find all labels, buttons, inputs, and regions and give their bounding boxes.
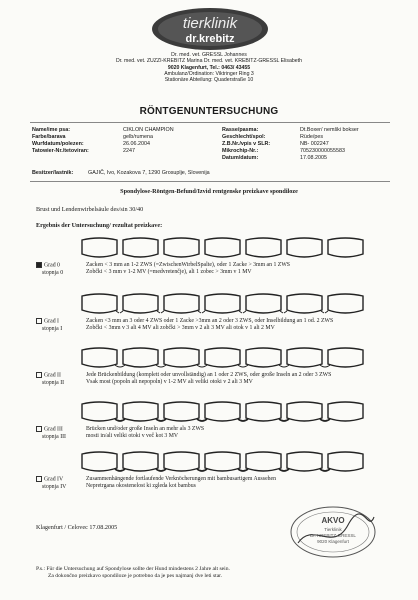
clinic-phone: 9020 Klagenfurt, Tel.: 0463/ 43455 bbox=[167, 64, 251, 71]
vertebra bbox=[246, 452, 281, 471]
osteophyte bbox=[279, 419, 289, 421]
osteophyte bbox=[157, 311, 164, 313]
vertebra bbox=[123, 402, 158, 421]
vertebra bbox=[328, 348, 363, 367]
clinic-stamp bbox=[288, 503, 378, 561]
vertebra bbox=[82, 294, 117, 313]
name-label: Name/ime psa: bbox=[32, 127, 71, 133]
grade-name-slo: stopnja III bbox=[42, 433, 66, 440]
vertebra bbox=[246, 294, 281, 313]
owner-value: GAJIČ, Ivo, Kozakova 7, 1290 Grosuplje, Slovenija bbox=[88, 170, 210, 176]
date-value: 17.08.2005 bbox=[300, 155, 327, 161]
osteophyte bbox=[280, 311, 287, 313]
vertebra bbox=[287, 452, 322, 471]
breed-value: Dt.Boxer/ nemški bokser bbox=[300, 127, 359, 133]
grade-name: Grad III bbox=[44, 426, 63, 433]
section-title: Spondylose-Röntgen-Befund/Izvid rentgenske preizkave spondiloze bbox=[120, 188, 298, 195]
region-text: Brust und Lendenwirbelsäule des/sin 30/40 bbox=[36, 206, 144, 213]
osteophyte bbox=[320, 365, 330, 367]
osteophyte bbox=[156, 419, 166, 421]
vertebrae-diagram bbox=[80, 236, 372, 260]
osteophyte bbox=[156, 365, 166, 367]
stamp-line1: AKVO bbox=[321, 516, 345, 525]
osteophyte bbox=[239, 311, 246, 313]
osteophyte bbox=[115, 365, 125, 367]
grade-text-slo: Nepretrgana okostenelost ki zgleda kot bambus bbox=[86, 483, 196, 490]
grade-text-de: Jede Brückenbildung (komplett oder unvollständig) an 1 oder 2 ZWS, oder große Inseln an 2 oder 3 ZWS bbox=[86, 372, 332, 378]
vertebrae-diagram bbox=[80, 450, 372, 474]
vertebra bbox=[123, 238, 158, 257]
vertebra bbox=[287, 348, 322, 367]
place-date: Klagenfurt / Celovec 17.08.2005 bbox=[36, 524, 118, 531]
breed-label: Rasse/pasma: bbox=[222, 127, 259, 133]
grade-checkbox[interactable] bbox=[36, 476, 42, 482]
osteophyte bbox=[238, 365, 248, 367]
result-label: Ergebnis der Untersuchung/ rezultat preizkave: bbox=[36, 222, 163, 229]
clinic-logo bbox=[150, 6, 270, 52]
osteophyte bbox=[320, 419, 330, 421]
vet-names-2: Dr. med. vet. ZUZZI-KREBITZ Marina Dr. med. vet. KREBITZ-GRESSL Elisabeth bbox=[115, 58, 303, 65]
osteophyte bbox=[198, 311, 205, 313]
footer-line2: Za dokončno preizkavo spondiloze je potrebno da je pes najmanj dve leti star. bbox=[48, 573, 223, 579]
grade-checkbox[interactable] bbox=[36, 426, 42, 432]
grade-checkbox[interactable] bbox=[36, 262, 42, 268]
vertebra bbox=[82, 402, 117, 421]
grade-text-de: Brücken und/oder große Inseln an mehr als 3 ZWS bbox=[86, 426, 205, 432]
grade-text-slo: Zobčki < 3mm v 3 ali 4 MV ali zobčki > 3mm v 2 ali 3 MV ali otok v 1 ali 2 MV bbox=[86, 325, 275, 332]
grade-name-slo: stopnja 0 bbox=[42, 269, 64, 276]
grade-name: Grad II bbox=[44, 372, 61, 379]
vertebra bbox=[246, 402, 281, 421]
vertebra bbox=[246, 238, 281, 257]
osteophyte bbox=[115, 469, 125, 471]
osteophyte bbox=[197, 365, 207, 367]
vertebra bbox=[123, 348, 158, 367]
grade-description bbox=[86, 372, 406, 386]
grade-name-slo: stopnja II bbox=[42, 379, 65, 386]
grade-name: Grad 0 bbox=[44, 262, 60, 269]
vertebrae-diagram bbox=[80, 292, 372, 316]
vertebra bbox=[287, 294, 322, 313]
vertebrae-diagram bbox=[80, 346, 372, 370]
dob-label: Wurfdatum/polezen: bbox=[32, 141, 84, 147]
vertebra bbox=[287, 238, 322, 257]
vertebra bbox=[205, 402, 240, 421]
osteophyte bbox=[238, 469, 248, 471]
vertebra bbox=[123, 452, 158, 471]
osteophyte bbox=[238, 419, 248, 421]
vertebra bbox=[123, 294, 158, 313]
osteophyte bbox=[279, 469, 289, 471]
grade-name: Grad IV bbox=[44, 476, 64, 483]
osteophyte bbox=[197, 469, 207, 471]
tattoo-label: Tatowier-Nr./tetoviran: bbox=[32, 148, 89, 154]
grade-description bbox=[86, 476, 406, 490]
tattoo-value: 2247 bbox=[123, 148, 135, 154]
logo-graphic bbox=[150, 6, 270, 52]
vertebra bbox=[164, 238, 199, 257]
stamp-graphic bbox=[288, 503, 378, 561]
vertebra bbox=[82, 238, 117, 257]
osteophyte bbox=[320, 469, 330, 471]
vertebra bbox=[328, 238, 363, 257]
grade-text-slo: Zobčki < 3 mm v 1-2 MV (=medvretenčje), ali 1 zobec > 3mm v 1 MV bbox=[86, 269, 252, 276]
grade-label bbox=[36, 476, 66, 491]
grade-label bbox=[36, 426, 66, 441]
vertebra bbox=[82, 452, 117, 471]
vertebra bbox=[164, 452, 199, 471]
grade-text-slo: mosti in/ali veliki otoki v več kot 3 MV bbox=[86, 433, 179, 440]
grade-text-slo: Vsak most (popoln ali nepopoln) v 1-2 MV ali veliki otoki v 2 ali 3 MV bbox=[86, 379, 253, 386]
vertebra bbox=[328, 452, 363, 471]
logo-line1: tierklinik bbox=[182, 15, 238, 32]
osteophyte bbox=[115, 419, 125, 421]
grade-description bbox=[86, 426, 406, 440]
vertebra bbox=[205, 294, 240, 313]
grade-text-de: Zacken <3 mm an 3 oder 4 ZWS oder 1 Zacke >3mm an 2 oder 3 ZWS, oder Inselbildung an 1 od. 2 ZWS bbox=[86, 318, 334, 324]
color-label: Farbe/barava bbox=[32, 134, 66, 140]
grade-checkbox[interactable] bbox=[36, 372, 42, 378]
page-title: RÖNTGENUNTERSUCHUNG bbox=[139, 106, 279, 117]
vertebra bbox=[164, 402, 199, 421]
vet-name-1: Dr. med. vet. GRESSL Johannes bbox=[171, 52, 247, 58]
ambulance-address: Ambulanz/Ordination: Viktringer Ring 3 bbox=[164, 70, 254, 77]
osteophyte bbox=[321, 311, 328, 313]
grade-text-de: Zusammenhängende fortlaufende Verknöcherungen mit bambusartigem Aussehen bbox=[86, 476, 277, 482]
sex-label: Geschlecht/spol: bbox=[222, 134, 266, 140]
vertebra bbox=[246, 348, 281, 367]
zb-value: NB- 002247 bbox=[300, 141, 329, 147]
osteophyte bbox=[116, 311, 123, 313]
grade-label bbox=[36, 318, 62, 333]
owner-label: Besitzer/lastnik: bbox=[32, 170, 74, 176]
logo-line2: dr.krebitz bbox=[185, 33, 235, 45]
divider bbox=[30, 122, 390, 123]
vertebra bbox=[328, 294, 363, 313]
name-value: CIKLON CHAMPION bbox=[123, 127, 174, 133]
grade-name-slo: stopnja IV bbox=[42, 483, 67, 490]
footer-line1: P.s.: Für die Untersuchung auf Spondylose sollte der Hund mindestens 2 Jahre alt sein. bbox=[36, 566, 230, 572]
osteophyte bbox=[197, 419, 207, 421]
clinic-address bbox=[0, 52, 418, 83]
zb-label: Z.B.Nr./vpis v SLR: bbox=[222, 141, 271, 147]
vertebra bbox=[164, 294, 199, 313]
osteophyte bbox=[156, 469, 166, 471]
grade-description bbox=[86, 318, 406, 332]
date-label: Datum/datum: bbox=[222, 155, 259, 161]
grade-name-slo: stopnja I bbox=[42, 325, 63, 332]
grade-name: Grad I bbox=[44, 318, 59, 325]
grade-checkbox[interactable] bbox=[36, 318, 42, 324]
vertebra bbox=[205, 452, 240, 471]
divider bbox=[30, 181, 390, 182]
vertebrae-diagram bbox=[80, 400, 372, 424]
footer-note bbox=[36, 566, 230, 580]
vertebra bbox=[205, 238, 240, 257]
vertebra bbox=[328, 402, 363, 421]
grade-label bbox=[36, 372, 64, 387]
sex-value: Rüde/pes bbox=[300, 134, 324, 140]
chip-value: 705230000055583 bbox=[300, 148, 345, 154]
chip-label: Mikrochip-Nr.: bbox=[222, 148, 259, 154]
vertebra bbox=[287, 402, 322, 421]
station-address: Stationäre Abteilung: Quaderstraße 10 bbox=[164, 77, 254, 84]
vertebra bbox=[82, 348, 117, 367]
vertebra bbox=[164, 348, 199, 367]
stamp-line2: Tierklinik bbox=[324, 527, 342, 532]
stamp-line3: Dr. KREBITZ-GRESSL bbox=[310, 533, 356, 538]
osteophyte bbox=[279, 365, 289, 367]
dob-value: 26.06.2004 bbox=[123, 141, 150, 147]
grade-text-de: Zacken < 3 mm an 1-2 ZWS (=ZwischenWirbelSpalte), oder 1 Zacke > 3mm an 1 ZWS bbox=[86, 262, 291, 268]
grade-description bbox=[86, 262, 406, 276]
grade-label bbox=[36, 262, 63, 277]
stamp-line4: 9020 Klagenfurt bbox=[317, 539, 349, 544]
color-value: gelb/rumena bbox=[123, 134, 153, 140]
vertebra bbox=[205, 348, 240, 367]
